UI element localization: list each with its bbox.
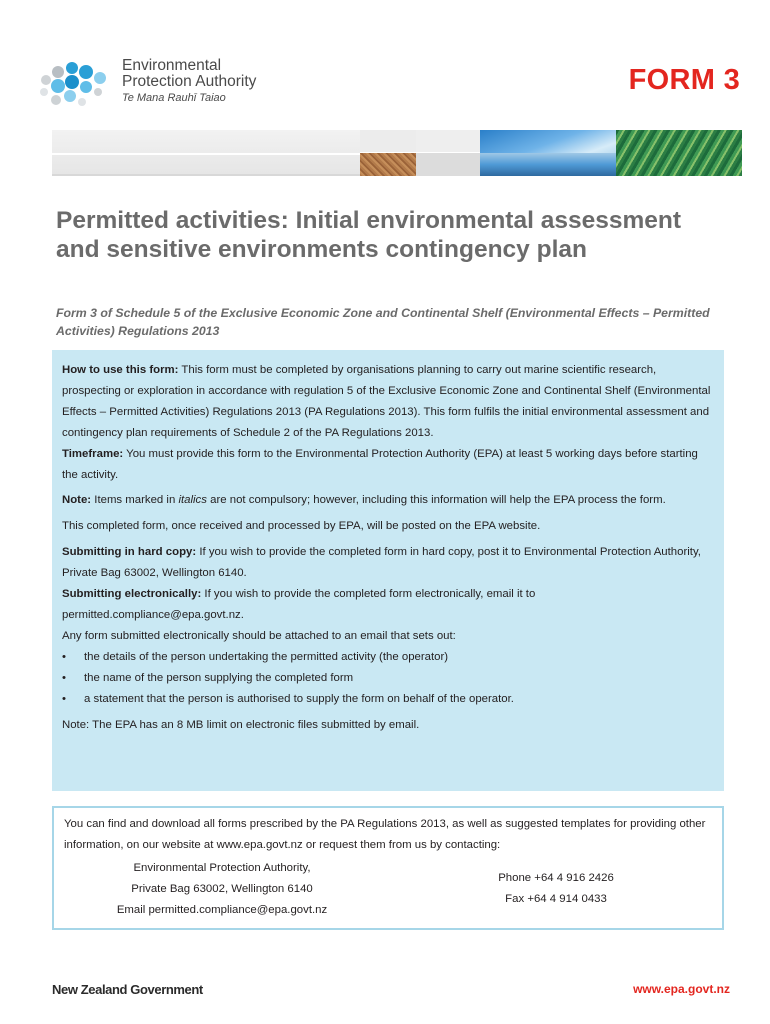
note-paragraph (62, 490, 714, 511)
epa-dots-logo-icon (36, 58, 116, 118)
nz-government-logo: New Zealand Government (52, 982, 203, 997)
how-to-use-label: How to use this form: (62, 364, 179, 376)
banner-tile-sand (360, 153, 416, 176)
banner-divider (52, 153, 360, 155)
contact-box (52, 806, 724, 930)
banner-tile-grey-mid (416, 153, 480, 176)
epa-logo (36, 58, 296, 122)
banner-tile-water (480, 153, 616, 176)
page-title: Permitted activities: Initial environmental assessment and sensitive environments contingency plan (56, 207, 681, 263)
contact-phone: Phone +64 4 916 2426 (498, 872, 614, 884)
logo-line-environmental: Environmental (122, 57, 222, 74)
contact-email: Email permitted.compliance@epa.govt.nz (116, 904, 328, 916)
header-banner (52, 130, 742, 176)
how-to-use-text: This form must be completed by organisations planning to carry out marine scientific research, prospecting or exploration in accordance with regulation 5 of the Exclusive Economic Zone and Continental Shelf (Environmental Effects – Permitted Activities) Regulations 2013 (PA Regulations 2013). This form fulfils the initial environmental assessment and contingency plan requirements of Schedule 2 of the PA Regulations 2013. (62, 364, 711, 439)
logo-line-maori-name: Te Mana Rauhī Taiao (122, 92, 226, 104)
electronic-label: Submitting electronically: (62, 588, 202, 601)
contact-address-line1: Environmental Protection Authority, (133, 862, 311, 874)
contact-intro: You can find and download all forms prescribed by the PA Regulations 2013, as well as suggested templates for providing other information, on our website at www.epa.govt.nz or request them from us by contacting: (64, 818, 706, 851)
page-subtitle: Form 3 of Schedule 5 of the Exclusive Economic Zone and Continental Shelf (Environmental Effects – Permitted Activities) Regulations 2013 (56, 306, 710, 338)
banner-tile-grey-light (416, 130, 480, 152)
form-number: FORM 3 (628, 64, 740, 96)
note-label: Note: (62, 494, 92, 507)
electronic-paragraph (62, 584, 714, 626)
hard-copy-label: Submitting in hard copy: (62, 546, 197, 559)
contact-fax: Fax +64 4 914 0433 (505, 893, 607, 905)
contact-address-line2: Private Bag 63002, Wellington 6140 (131, 883, 313, 895)
list-item: • a statement that the person is authorised to supply the form on behalf of the operator. (62, 689, 714, 710)
posted-paragraph: This completed form, once received and processed by EPA, will be posted on the EPA website. (62, 520, 541, 533)
list-item: • the name of the person supplying the completed form (62, 668, 714, 689)
timeframe-paragraph (62, 444, 714, 486)
timeframe-text: You must provide this form to the Environmental Protection Authority (EPA) at least 5 working days before starting the activity. (62, 447, 698, 481)
how-to-use-paragraph (62, 360, 714, 444)
website-link[interactable]: www.epa.govt.nz (633, 982, 730, 996)
attach-paragraph: Any form submitted electronically should be attached to an email that sets out: (62, 629, 456, 642)
note-text-a: Items marked in (91, 494, 179, 507)
hard-copy-paragraph (62, 542, 714, 584)
banner-tile-grey (360, 130, 416, 152)
hard-copy-text: If you wish to provide the completed form in hard copy, post it to Environmental Protection Authority, Private Bag 63002, Wellington 6140. (62, 546, 701, 580)
note-italics: italics (178, 494, 207, 507)
contact-phone-fax (486, 868, 626, 910)
contact-address (102, 858, 342, 921)
logo-line-protection-authority: Protection Authority (122, 73, 257, 90)
note-text-b: are not compulsory; however, including this information will help the EPA process the form. (206, 494, 666, 507)
file-limit-note: Note: The EPA has an 8 MB limit on electronic files submitted by email. (62, 718, 420, 731)
banner-tile-fern (616, 130, 742, 176)
timeframe-label: Timeframe: (62, 447, 124, 460)
list-item: • the details of the person undertaking the permitted activity (the operator) (62, 647, 714, 668)
instructions-box (52, 350, 724, 791)
electronic-text: If you wish to provide the completed form electronically, email it to permitted.compliance@epa.govt.nz. (62, 588, 536, 621)
